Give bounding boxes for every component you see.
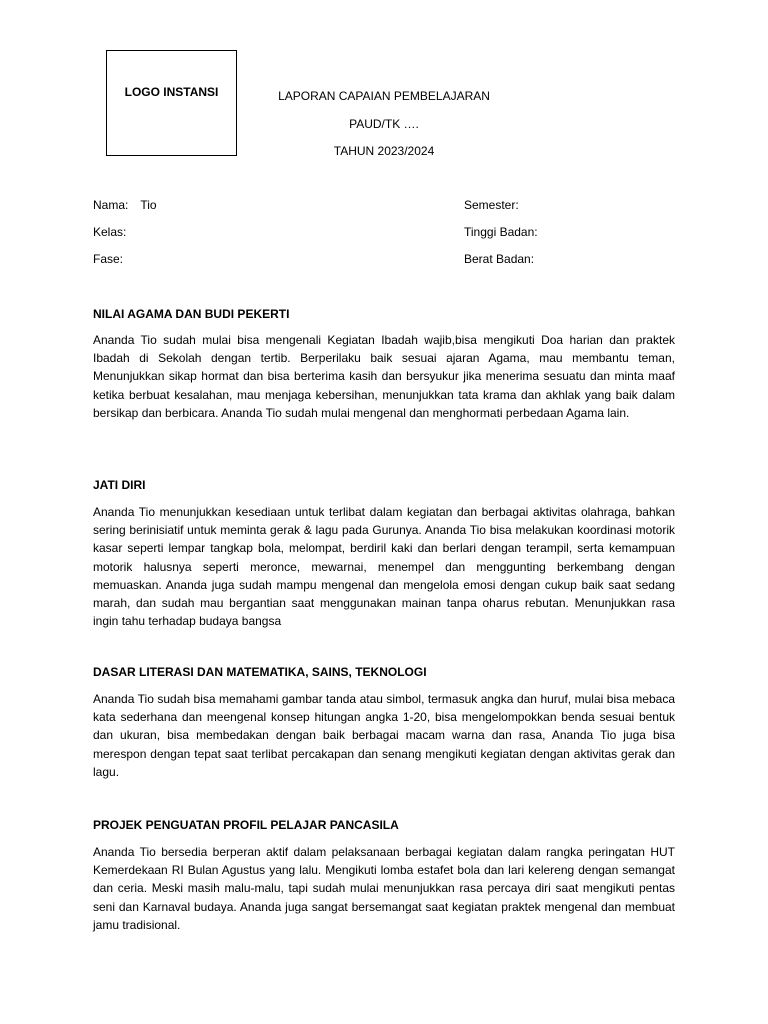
section-heading-literacy: DASAR LITERASI DAN MATEMATIKA, SAINS, TEKNOLOGI xyxy=(93,665,427,679)
height-label: Tinggi Badan: xyxy=(464,225,538,239)
section-heading-religion: NILAI AGAMA DAN BUDI PEKERTI xyxy=(93,307,290,321)
section-body-religion: Ananda Tio sudah mulai bisa mengenali Kegiatan Ibadah wajib,bisa mengikuti Doa harian dan praktek Ibadah di Sekolah dengan tertib. Berperilaku baik sesuai ajaran Agama, mau membantu teman, Menunjukkan sikap hormat dan bisa berterima kasih dan bersyukur jika menerima sesuatu dan minta maaf ketika berbuat kesalahan, mau menjaga kebersihan, menunjukkan tata krama dan akhlak yang baik dalam bersikap dan berbicara. Ananda Tio sudah mulai mengenal dan menghormati perbedaan Agama lain. xyxy=(93,333,675,420)
weight-label: Berat Badan: xyxy=(464,252,535,266)
student-name-row xyxy=(93,196,157,214)
section-heading-identity: JATI DIRI xyxy=(93,478,146,492)
name-value: Tio xyxy=(140,198,157,212)
section-body-pancasila: Ananda Tio bersedia berperan aktif dalam pelaksanaan berbagai kegiatan dalam rangka peringatan HUT Kemerdekaan RI Bulan Agustus yang lalu. Mengikuti lomba estafet bola dan lari kelereng dengan semangat dan ceria. Meski masih malu-malu, tapi sudah mulai menunjukkan rasa percaya diri saat mengikuti pentas seni dan Karnaval budaya. Ananda juga sangat bersemangat saat kegiatan praktek mengenal dan membuat jamu tradisional. xyxy=(93,845,675,932)
report-subtitle: PAUD/TK …. xyxy=(349,117,419,131)
report-year: TAHUN 2023/2024 xyxy=(333,144,435,158)
class-label: Kelas: xyxy=(93,225,127,239)
section-body-literacy: Ananda Tio sudah bisa memahami gambar tanda atau simbol, termasuk angka dan huruf, mulai bisa mebaca kata sederhana dan meengenal konsep hitungan angka 1-20, bisa mengelompokkan benda sesuai bentuk dan ukuran, bisa membedakan dengan baik berbagai macam warna dan rasa, Ananda Tio juga bisa merespon dengan tepat saat terlibat percakapan dan senang mengikuti kegiatan dengan aktivitas gerak dan lagu. xyxy=(93,692,675,779)
phase-label: Fase: xyxy=(93,252,124,266)
section-heading-pancasila: PROJEK PENGUATAN PROFIL PELAJAR PANCASILA xyxy=(93,818,399,832)
report-title: LAPORAN CAPAIAN PEMBELAJARAN xyxy=(278,89,490,103)
name-label: Nama: xyxy=(93,198,129,212)
semester-label: Semester: xyxy=(464,198,519,212)
section-body-identity: Ananda Tio menunjukkan kesediaan untuk terlibat dalam kegiatan dan berbagai aktivitas olahraga, bahkan sering berinisiatif untuk meminta gerak & lagu pada Gurunya. Ananda Tio bisa melakukan koordinasi motorik kasar seperti lempar tangkap bola, melompat, berdiril kaki dan berlari dengan terampil, serta kemampuan motorik halusnya seperti meronce, mewarnai, menempel dan menggunting berkembang dengan memuaskan. Ananda juga sudah mampu mengenal dan mengelola emosi dengan cukup baik saat sedang marah, dan sudah mau bergantian saat menggunakan mainan tanpa oharus rebutan. Menunjukkan rasa ingin tahu terhadap budaya bangsa xyxy=(93,505,675,629)
logo-label: LOGO INSTANSI xyxy=(124,85,219,99)
